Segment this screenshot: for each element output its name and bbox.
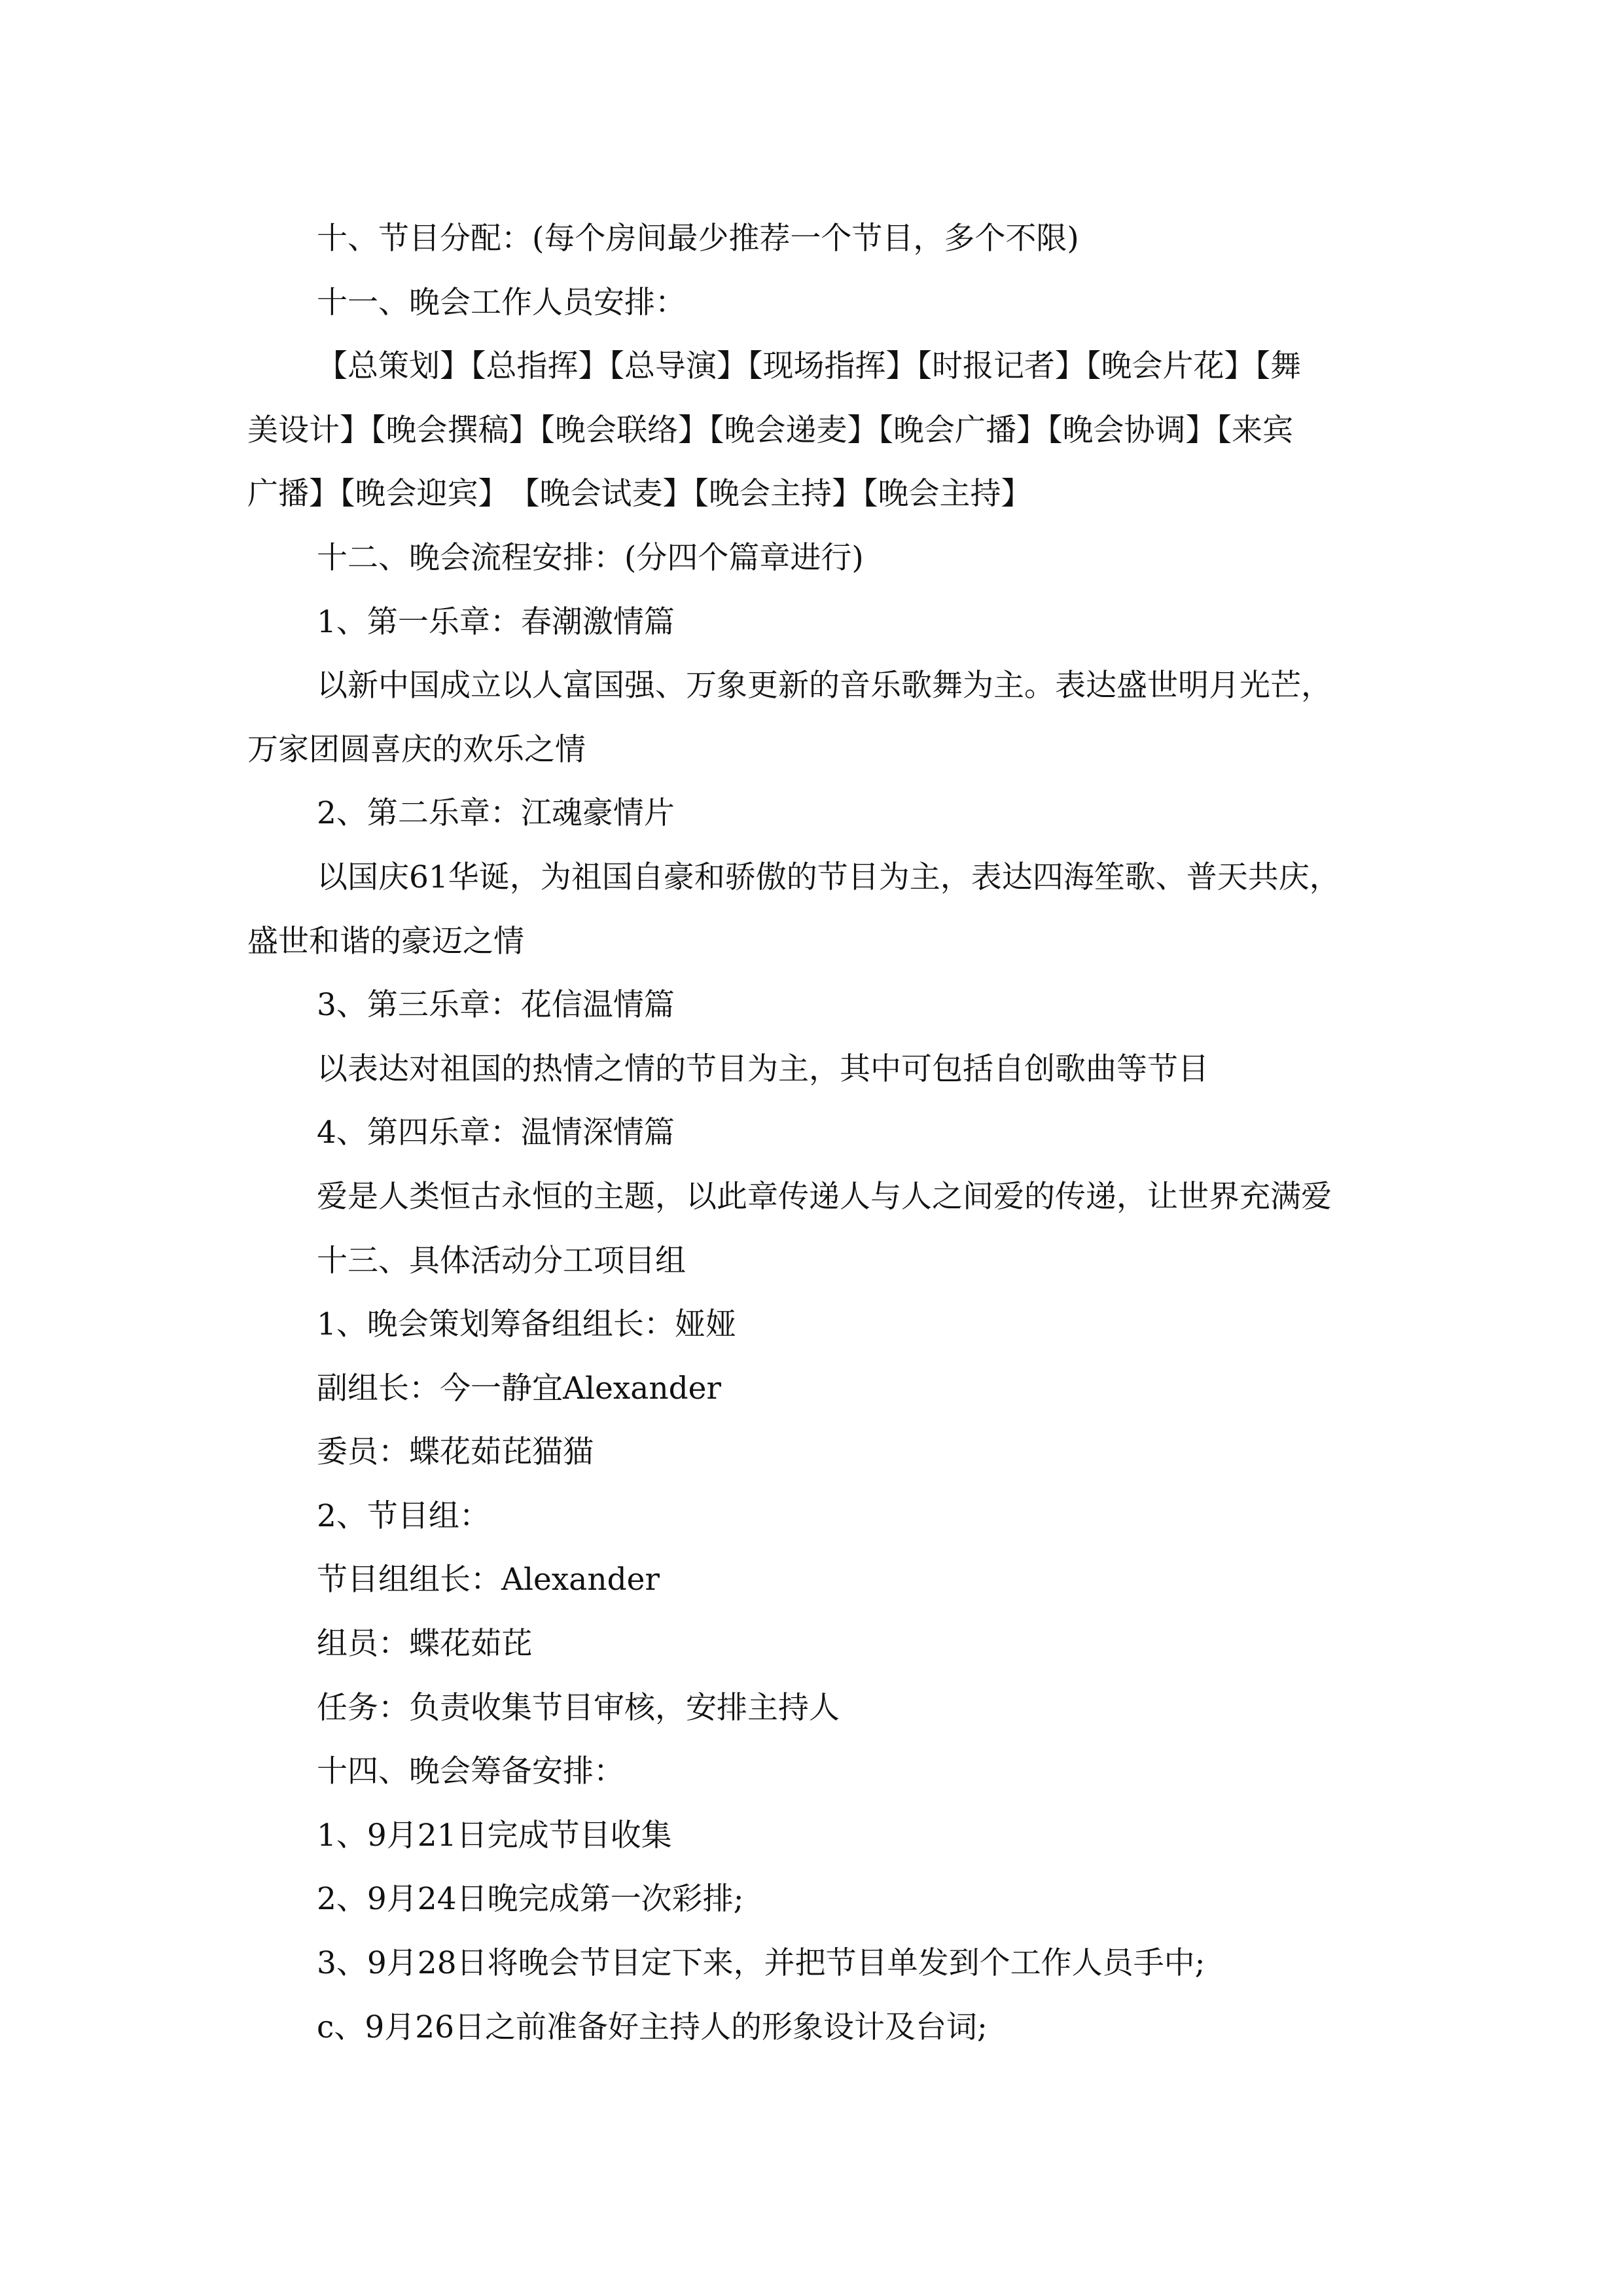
text-line: 4、第四乐章：温情深情篇 <box>317 1115 675 1151</box>
text-line: 1、第一乐章：春潮激情篇 <box>317 603 675 640</box>
document-page <box>247 207 1407 2059</box>
text-line: 十一、晚会工作人员安排： <box>317 284 686 321</box>
text-line: 以国庆61华诞，为祖国自豪和骄傲的节目为主，表达四海笙歌、普天共庆， <box>317 859 1340 895</box>
text-line: 1、晚会策划筹备组组长：娅娅 <box>317 1306 736 1343</box>
text-line: 以表达对祖国的热情之情的节目为主，其中可包括自创歌曲等节目 <box>317 1050 1209 1087</box>
text-line: 以新中国成立以人富国强、万象更新的音乐歌舞为主。表达盛世明月光芒， <box>317 668 1332 704</box>
text-line: 十、节目分配：(每个房间最少推荐一个节目，多个不限) <box>317 221 1079 257</box>
text-line: 组员：蝶花茹芘 <box>317 1626 532 1662</box>
text-line: 十四、晚会筹备安排： <box>317 1753 624 1790</box>
text-line: 【总策划】【总指挥】【总导演】【现场指挥】【时报记者】【晚会片花】【舞 <box>317 348 1301 385</box>
text-line: 节目组组长：Alexander <box>317 1562 660 1598</box>
text-line: 任务：负责收集节目审核，安排主持人 <box>317 1689 840 1726</box>
text-line: 2、第二乐章：江魂豪情片 <box>317 795 675 832</box>
text-line: 爱是人类恒古永恒的主题，以此章传递人与人之间爱的传递，让世界充满爱 <box>317 1178 1332 1215</box>
text-line: 十三、具体活动分工项目组 <box>317 1242 686 1279</box>
text-line: 万家团圆喜庆的欢乐之情 <box>247 731 586 768</box>
text-line: 美设计】【晚会撰稿】【晚会联络】【晚会递麦】【晚会广播】【晚会协调】【来宾 <box>247 412 1293 448</box>
text-line: 委员：蝶花茹芘猫猫 <box>317 1434 594 1471</box>
text-line: 2、节目组： <box>317 1498 490 1534</box>
text-line: c、9月26日之前准备好主持人的形象设计及台词; <box>317 2009 988 2045</box>
text-line: 广播】【晚会迎宾】 【晚会试麦】【晚会主持】【晚会主持】 <box>247 476 1032 512</box>
text-line: 3、第三乐章：花信温情篇 <box>317 987 675 1024</box>
text-line: 3、9月28日将晚会节目定下来，并把节目单发到个工作人员手中; <box>317 1945 1205 1982</box>
text-line: 盛世和谐的豪迈之情 <box>247 923 524 960</box>
text-line: 副组长：今一静宜Alexander <box>317 1370 721 1407</box>
text-line: 1、9月21日完成节目收集 <box>317 1817 672 1854</box>
text-line: 十二、晚会流程安排：(分四个篇章进行) <box>317 539 864 576</box>
text-line: 2、9月24日晚完成第一次彩排; <box>317 1881 744 1918</box>
